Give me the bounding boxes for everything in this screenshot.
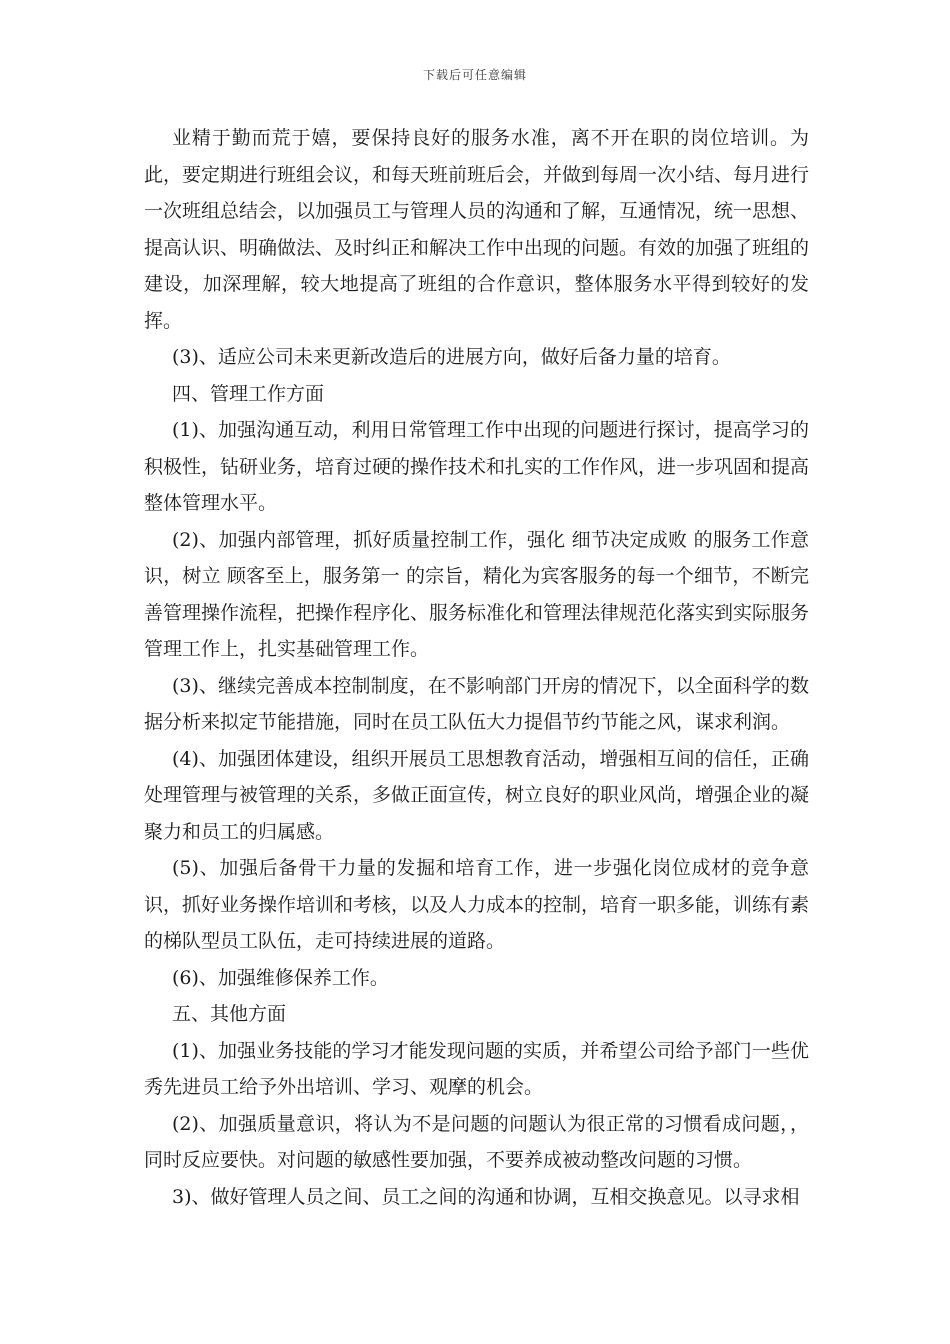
paragraph-item-6-maintenance: (6)、加强维修保养工作。	[172, 966, 389, 989]
paragraph-item-4-team-building: (4)、加强团体建设，组织开展员工思想教育活动，增强相互间的信任，正确处理管理与被管理的关系，多做正面宣传，树立良好的职业风尚，增强企业的凝聚力和员工的归属感。	[144, 747, 810, 843]
paragraph-other-item-1-skills: (1)、加强业务技能的学习才能发现问题的实质，并希望公司给予部门一些优秀先进员工给予外出培训、学习、观摩的机会。	[144, 1039, 809, 1098]
paragraph-item-5-reserve-talent: (5)、加强后备骨干力量的发掘和培育工作，进一步强化岗位成材的竞争意识，抓好业务操作培训和考核，以及人力成本的控制，培育一职多能，训练有素的梯队型员工队伍，走可持续进展的道路。	[144, 857, 810, 952]
paragraph-item-2-internal-management: (2)、加强内部管理，抓好质量控制工作，强化 细节决定成败 的服务工作意识，树立 顾客至上，服务第一 的宗旨，精化为宾客服务的每一个细节，不断完善管理操作流程，把操作程序化、服务标准化和管理法律规范化落实到实际服务管理工作上，扎实基础管理工作。	[144, 528, 810, 660]
page-header-note: 下载后可任意编辑	[422, 68, 527, 82]
paragraph-item-3-reserve: (3)、适应公司未来更新改造后的进展方向，做好后备力量的培育。	[172, 346, 731, 368]
paragraph-item-3-cost-control: (3)、继续完善成本控制制度，在不影响部门开房的情况下，以全面科学的数据分析来拟定节能措施，同时在员工队伍大力提倡节约节能之风，谋求利润。	[144, 674, 809, 733]
paragraph-training: 业精于勤而荒于嬉，要保持良好的服务水准，离不开在职的岗位培训。为此，要定期进行班组会议，和每天班前班后会，并做到每周一次小结、每月进行一次班组总结会，以加强员工与管理人员的沟通和了解，互通情况，统一思想、提高认识、明确做法、及时纠正和解决工作中出现的问题。有效的加强了班组的建设，加深理解，较大地提高了班组的合作意识，整体服务水平得到较好的发挥。	[144, 127, 810, 332]
section-heading-other: 五、其他方面	[172, 1003, 287, 1025]
paragraph-other-item-2-quality: (2)、加强质量意识，将认为不是问题的问题认为很正常的习惯看成问题，，同时反应要快。对问题的敏感性要加强，不要养成被动整改问题的习惯。	[144, 1112, 809, 1171]
paragraph-item-1-communication: (1)、加强沟通互动，利用日常管理工作中出现的问题进行探讨，提高学习的积极性，钻研业务，培育过硬的操作技术和扎实的工作作风，进一步巩固和提高整体管理水平。	[144, 419, 810, 514]
document-body	[144, 120, 809, 1215]
paragraph-other-item-3-coordination: 3)、做好管理人员之间、员工之间的沟通和协调，互相交换意见。以寻求相	[172, 1185, 800, 1208]
section-heading-management: 四、管理工作方面	[172, 382, 325, 405]
